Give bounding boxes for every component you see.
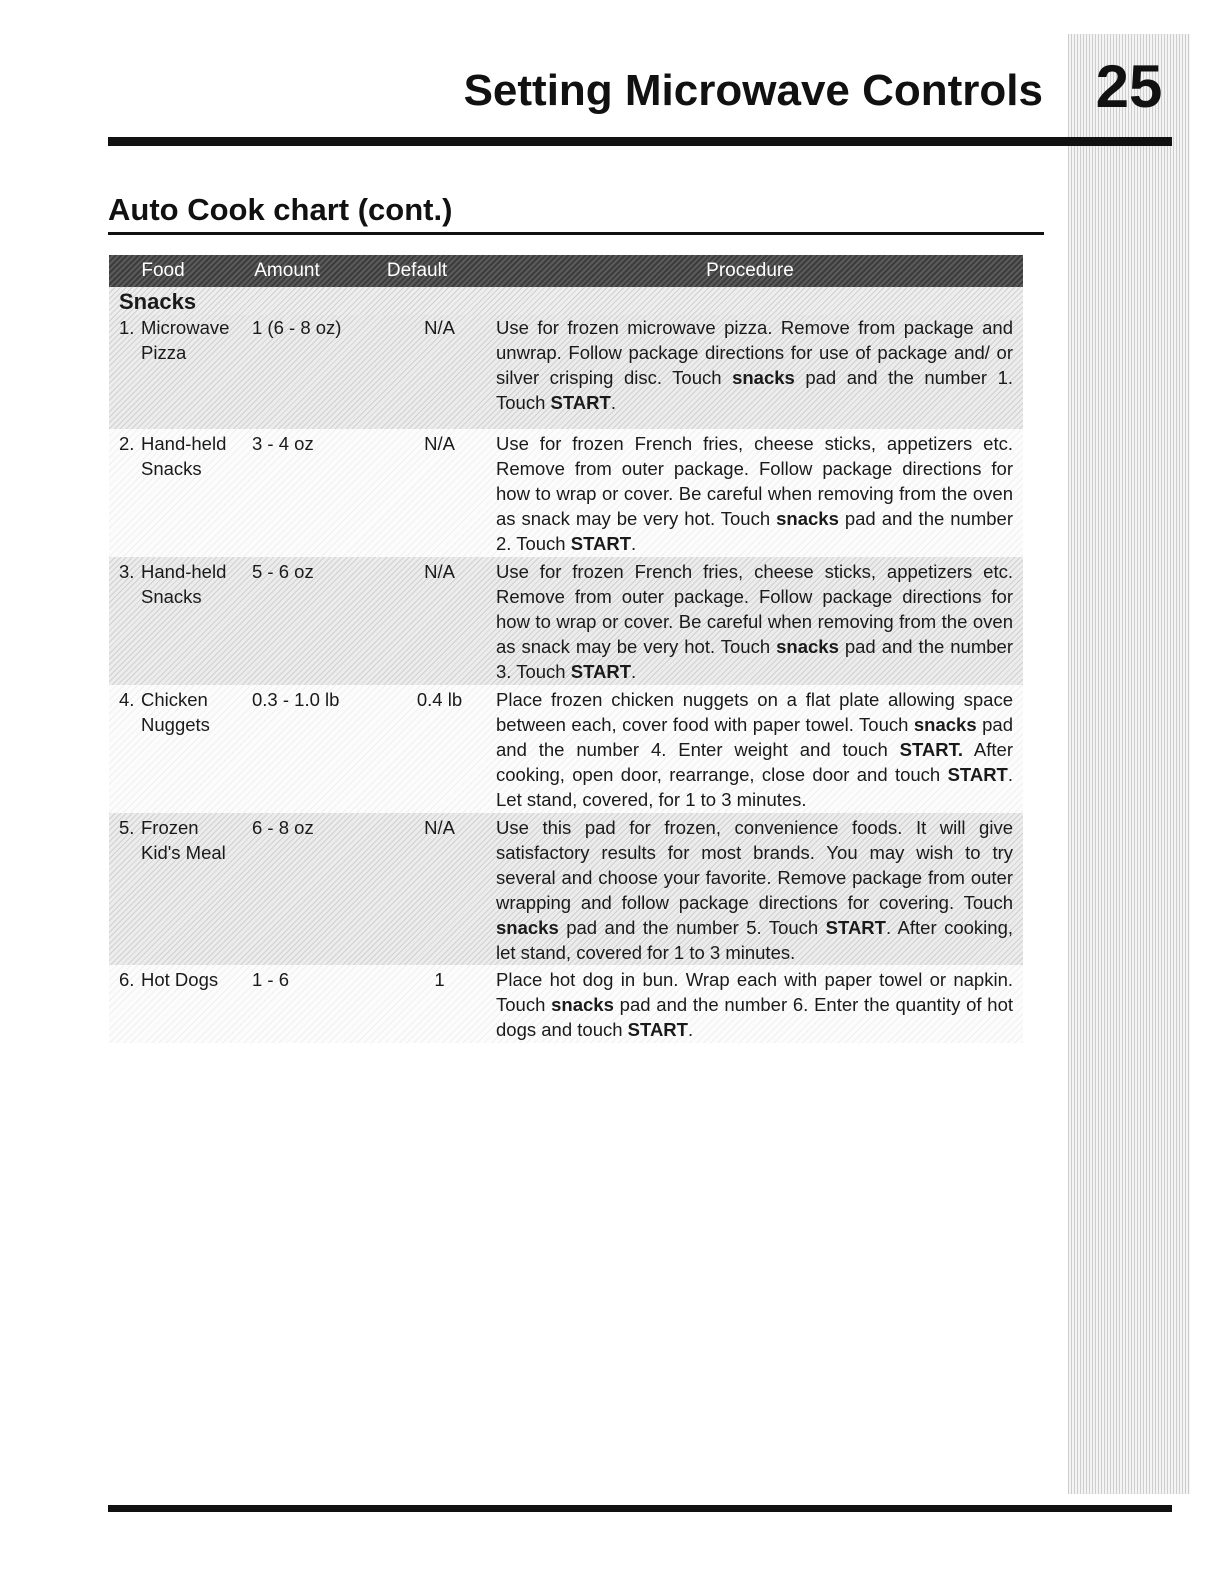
default-cell: 0.4 lb xyxy=(416,689,463,710)
amount-cell: 6 - 8 oz xyxy=(252,817,314,838)
procedure-cell: Use for frozen French fries, cheese sticks, appetizers etc. Remove from outer package. Follow package directions for how to wrap or cover. Be careful when removing from the oven as snack may be very hot. Touch snacks pad and the number 3. Touch START. xyxy=(496,561,1013,682)
table-row xyxy=(109,429,1023,557)
table-row xyxy=(109,685,1023,813)
food-cell: 6. Hot Dogs xyxy=(119,969,219,990)
footer-divider xyxy=(108,1505,1172,1512)
header-procedure: Procedure xyxy=(706,260,794,281)
default-cell: N/A xyxy=(424,561,455,582)
category-snacks: Snacks xyxy=(109,287,1023,316)
title-divider xyxy=(108,137,1172,146)
section-title: Auto Cook chart (cont.) xyxy=(108,192,453,227)
amount-cell: 5 - 6 oz xyxy=(252,561,314,582)
food-cell: 4. Chicken Nuggets xyxy=(119,689,210,735)
amount-cell: 1 (6 - 8 oz) xyxy=(252,317,342,338)
table-row xyxy=(109,813,1023,965)
section-divider xyxy=(108,232,1044,235)
header-food: Food xyxy=(141,260,185,281)
page-title: Setting Microwave Controls xyxy=(463,66,1043,115)
default-cell: N/A xyxy=(424,817,455,838)
default-cell: 1 xyxy=(434,969,445,990)
food-cell: 2. Hand-held Snacks xyxy=(119,433,227,479)
procedure-cell: Place frozen chicken nuggets on a flat plate allowing space between each, cover food with paper towel. Touch snacks pad and the number 4. Enter weight and touch START. After cooking, open door, rearrange, close door and touch START. Let stand, covered, for 1 to 3 minutes. xyxy=(496,689,1013,810)
procedure-cell: Use for frozen microwave pizza. Remove from package and unwrap. Follow package directions for use of package and/ or silver crisping disc. Touch snacks pad and the number 1. Touch START. xyxy=(496,317,1013,413)
amount-cell: 0.3 - 1.0 lb xyxy=(252,689,340,710)
header-default: Default xyxy=(386,260,448,281)
amount-cell: 1 - 6 xyxy=(252,969,290,990)
table-row xyxy=(109,315,1023,429)
table-row xyxy=(109,965,1023,1043)
default-cell: N/A xyxy=(424,433,455,454)
procedure-cell: Use this pad for frozen, convenience foods. It will give satisfactory results for most brands. You may wish to try several and choose your favorite. Remove package from outer wrapping and follow package directions for covering. Touch snacks pad and the number 5. Touch START. After cooking, let stand, covered for 1 to 3 minutes. xyxy=(496,817,1013,963)
food-cell: 1. Microwave Pizza xyxy=(119,317,230,363)
default-cell: N/A xyxy=(424,317,455,338)
food-cell: 5. Frozen Kid's Meal xyxy=(119,817,226,863)
header-amount: Amount xyxy=(254,260,320,281)
amount-cell: 3 - 4 oz xyxy=(252,433,314,454)
table-header xyxy=(109,255,1023,287)
page-number: 25 xyxy=(1095,53,1163,120)
side-tab-bar xyxy=(1068,34,1190,1494)
table-row xyxy=(109,557,1023,685)
procedure-cell: Use for frozen French fries, cheese sticks, appetizers etc. Remove from outer package. Follow package directions for how to wrap or cover. Be careful when removing from the oven as snack may be very hot. Touch snacks pad and the number 2. Touch START. xyxy=(496,433,1013,554)
food-cell: 3. Hand-held Snacks xyxy=(119,561,227,607)
procedure-cell: Place hot dog in bun. Wrap each with paper towel or napkin. Touch snacks pad and the number 6. Enter the quantity of hot dogs and touch START. xyxy=(496,969,1013,1040)
auto-cook-table xyxy=(109,255,1023,1043)
